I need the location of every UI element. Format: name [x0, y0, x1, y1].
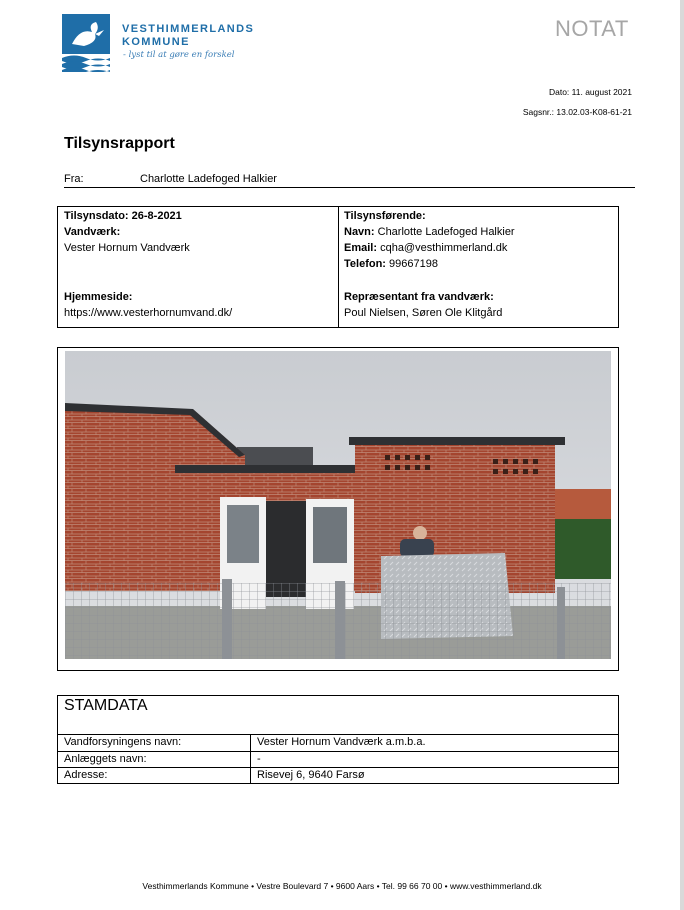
email-value[interactable]: cqha@vesthimmerland.dk [380, 242, 508, 254]
page-footer: Vesthimmerlands Kommune • Vestre Boulevard 7 • 9600 Aars • Tel. 99 66 70 00 • www.vesthimmerland.dk [142, 881, 542, 891]
table-row [58, 751, 618, 767]
table-row [58, 734, 618, 750]
from-value: Charlotte Ladefoged Halkier [140, 173, 277, 185]
municipality-logo [62, 14, 272, 74]
representative-value: Poul Nielsen, Søren Ole Klitgård [344, 307, 503, 319]
logo-tagline: - lyst til at gøre en forskel [123, 50, 235, 60]
website-label: Hjemmeside: [64, 291, 133, 303]
stamdata-value: Risevej 6, 9640 Farsø [257, 769, 365, 781]
logo-name-line2: KOMMUNE [122, 36, 190, 48]
photo-frame [57, 347, 619, 671]
swan-logo-icon [62, 14, 110, 72]
document-date: Dato: 11. august 2021 [548, 87, 632, 97]
email-label: Email: [344, 242, 378, 254]
stamdata-table [57, 695, 619, 784]
representative-label: Repræsentant fra vandværk: [344, 291, 494, 303]
website-link[interactable]: https://www.vesterhornumvand.dk/ [64, 307, 233, 319]
from-row [64, 172, 635, 188]
stamdata-title: STAMDATA [64, 697, 148, 714]
stamdata-value: - [257, 753, 261, 765]
case-number: Sagsnr.: 13.02.03-K08-61-21 [522, 107, 632, 117]
inspection-date: Tilsynsdato: 26-8-2021 [64, 210, 182, 222]
name-value: Charlotte Ladefoged Halkier [377, 226, 515, 238]
name-label: Navn: [344, 226, 375, 238]
stamdata-value: Vester Hornum Vandværk a.m.b.a. [257, 736, 426, 748]
phone-value: 99667198 [389, 258, 438, 270]
inspector-label: Tilsynsførende: [344, 210, 426, 222]
info-divider [338, 207, 339, 327]
document-type: NOTAT [555, 16, 629, 41]
waterworks-photo [65, 351, 611, 659]
page-title: Tilsynsrapport [64, 135, 175, 152]
stamdata-label: Adresse: [64, 769, 108, 781]
waterworks-value: Vester Hornum Vandværk [64, 242, 190, 254]
table-row [58, 767, 618, 783]
page-edge [680, 0, 684, 910]
inspection-info-table [57, 206, 619, 328]
stamdata-label: Anlæggets navn: [64, 753, 147, 765]
logo-name-line1: VESTHIMMERLANDS [122, 23, 255, 35]
from-label: Fra: [64, 173, 84, 185]
stamdata-label: Vandforsyningens navn: [64, 736, 182, 748]
phone-label: Telefon: [344, 258, 386, 270]
waterworks-label: Vandværk: [64, 226, 121, 238]
